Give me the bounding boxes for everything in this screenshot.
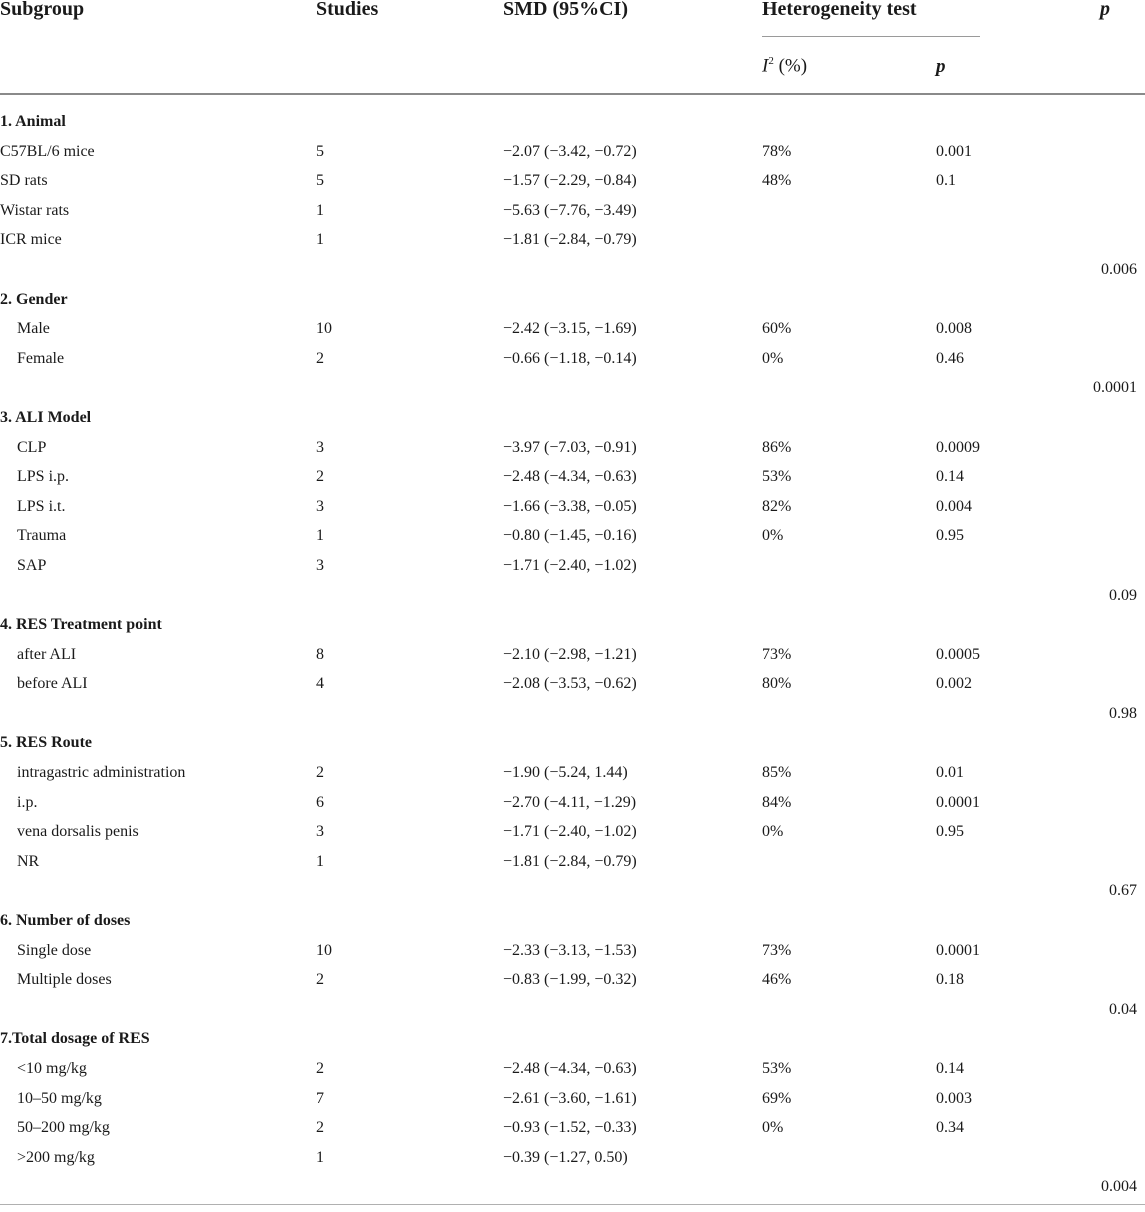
- group-p-value: 0.004: [1101, 1178, 1137, 1196]
- table-body: [0, 107, 1145, 1202]
- cell-i2: 69%: [762, 1089, 792, 1107]
- table-row: [0, 758, 1145, 788]
- cell-studies: 2: [316, 764, 324, 782]
- header-i2: $I^2$ (%): [762, 55, 808, 77]
- group-p-value: 0.0001: [1093, 379, 1137, 397]
- table-row: [0, 1084, 1145, 1114]
- cell-smd: −1.71 (−2.40, −1.02): [503, 823, 637, 841]
- cell-studies: 3: [316, 823, 324, 841]
- cell-p: 0.008: [936, 320, 972, 338]
- cell-subgroup: before ALI: [17, 675, 88, 693]
- cell-studies: 1: [316, 231, 324, 249]
- header-het-p: p: [936, 56, 946, 77]
- cell-studies: 3: [316, 438, 324, 456]
- cell-subgroup: SAP: [17, 556, 47, 574]
- group-p-value: 0.09: [1109, 586, 1137, 604]
- cell-i2: 82%: [762, 497, 792, 515]
- cell-i2: 0%: [762, 349, 784, 367]
- group-title: 3. ALI Model: [0, 408, 92, 426]
- table-row: [0, 817, 1145, 847]
- cell-smd: −0.66 (−1.18, −0.14): [503, 349, 637, 367]
- group-p-row: [0, 255, 1145, 285]
- cell-studies: 1: [316, 852, 324, 870]
- cell-studies: 6: [316, 793, 324, 811]
- cell-subgroup: NR: [17, 852, 40, 870]
- group-p-value: 0.98: [1109, 704, 1137, 722]
- cell-i2: 0%: [762, 1119, 784, 1137]
- cell-subgroup: <10 mg/kg: [17, 1060, 87, 1077]
- cell-i2: 73%: [762, 645, 792, 663]
- cell-p: 0.14: [936, 468, 964, 486]
- group-title: 1. Animal: [0, 113, 66, 130]
- cell-i2: 85%: [762, 764, 792, 782]
- cell-p: 0.0005: [936, 645, 980, 663]
- cell-studies: 10: [316, 941, 332, 959]
- cell-subgroup: Male: [17, 320, 50, 338]
- cell-subgroup: SD rats: [0, 172, 48, 190]
- cell-p: 0.0001: [936, 941, 980, 959]
- cell-p: 0.01: [936, 764, 964, 782]
- cell-i2: 53%: [762, 468, 792, 486]
- group-title: 7.Total dosage of RES: [0, 1030, 150, 1048]
- group-title: 6. Number of doses: [0, 912, 131, 930]
- cell-studies: 2: [316, 349, 324, 367]
- cell-p: 0.0009: [936, 438, 980, 456]
- table-row: [0, 669, 1145, 699]
- cell-p: 0.1: [936, 172, 956, 190]
- cell-i2: 86%: [762, 438, 792, 456]
- group-p-value: 0.04: [1109, 1000, 1137, 1018]
- header-p: p: [1100, 0, 1110, 20]
- table-row: [0, 166, 1145, 196]
- group-title-row: [0, 403, 1145, 433]
- cell-i2: 80%: [762, 675, 792, 693]
- group-p-row: [0, 876, 1145, 906]
- cell-subgroup: Single dose: [17, 941, 92, 959]
- table-row: [0, 433, 1145, 463]
- cell-studies: 2: [316, 1119, 324, 1137]
- cell-subgroup: intragastric administration: [17, 764, 186, 782]
- cell-subgroup: 10–50 mg/kg: [17, 1089, 102, 1107]
- group-title-row: [0, 728, 1145, 758]
- table-row: [0, 344, 1145, 374]
- table-row: [0, 196, 1145, 226]
- cell-subgroup: i.p.: [17, 793, 38, 811]
- cell-smd: −2.42 (−3.15, −1.69): [503, 320, 637, 338]
- cell-p: 0.0001: [936, 793, 980, 811]
- cell-smd: −1.57 (−2.29, −0.84): [503, 172, 637, 190]
- cell-i2: 73%: [762, 941, 792, 959]
- cell-i2: 0%: [762, 527, 784, 545]
- cell-subgroup: Trauma: [17, 527, 67, 545]
- header-rule: [0, 93, 1145, 95]
- heterogeneity-underline: [762, 36, 980, 37]
- cell-i2: 84%: [762, 793, 792, 811]
- cell-i2: 0%: [762, 823, 784, 841]
- group-title-row: [0, 906, 1145, 936]
- group-p-row: [0, 1172, 1145, 1202]
- cell-smd: −2.70 (−4.11, −1.29): [503, 793, 637, 811]
- table-row: [0, 462, 1145, 492]
- cell-studies: 5: [316, 142, 324, 160]
- cell-smd: −2.08 (−3.53, −0.62): [503, 675, 637, 693]
- group-title-row: [0, 610, 1145, 640]
- table-row: [0, 551, 1145, 581]
- cell-smd: −2.48 (−4.34, −0.63): [503, 1060, 637, 1077]
- cell-studies: 2: [316, 468, 324, 486]
- table-row: [0, 788, 1145, 818]
- cell-p: 0.004: [936, 497, 972, 515]
- cell-subgroup: Multiple doses: [17, 971, 112, 989]
- cell-smd: −0.93 (−1.52, −0.33): [503, 1119, 637, 1137]
- cell-smd: −1.71 (−2.40, −1.02): [503, 556, 637, 574]
- cell-i2: 53%: [762, 1060, 792, 1077]
- group-p-row: [0, 699, 1145, 729]
- header-studies: Studies: [316, 0, 379, 20]
- cell-smd: −5.63 (−7.76, −3.49): [503, 201, 637, 219]
- cell-smd: −1.81 (−2.84, −0.79): [503, 852, 637, 870]
- cell-smd: −2.33 (−3.13, −1.53): [503, 941, 637, 959]
- cell-subgroup: Female: [17, 349, 65, 367]
- table-row: [0, 936, 1145, 966]
- cell-studies: 1: [316, 1148, 324, 1166]
- cell-studies: 3: [316, 497, 324, 515]
- table-row: [0, 1054, 1145, 1084]
- group-title: 5. RES Route: [0, 734, 93, 752]
- cell-subgroup: LPS i.p.: [17, 468, 70, 486]
- cell-studies: 2: [316, 971, 324, 989]
- cell-studies: 5: [316, 172, 324, 190]
- cell-smd: −0.83 (−1.99, −0.32): [503, 971, 637, 989]
- cell-smd: −2.61 (−3.60, −1.61): [503, 1089, 637, 1107]
- cell-studies: 1: [316, 201, 324, 219]
- cell-i2: 78%: [762, 142, 792, 160]
- group-p-row: [0, 995, 1145, 1025]
- cell-p: 0.002: [936, 675, 972, 693]
- cell-smd: −1.66 (−3.38, −0.05): [503, 497, 637, 515]
- cell-studies: 10: [316, 320, 332, 338]
- header-subgroup: Subgroup: [0, 0, 85, 20]
- cell-studies: 7: [316, 1089, 324, 1107]
- table-row: [0, 137, 1145, 167]
- cell-subgroup: C57BL/6 mice: [0, 142, 95, 160]
- cell-smd: −0.39 (−1.27, 0.50): [503, 1148, 628, 1166]
- cell-p: 0.14: [936, 1060, 964, 1077]
- table-row: [0, 847, 1145, 877]
- cell-subgroup: LPS i.t.: [17, 497, 66, 515]
- cell-subgroup: CLP: [17, 438, 47, 456]
- group-title: 4. RES Treatment point: [0, 616, 162, 634]
- cell-studies: 8: [316, 645, 324, 663]
- cell-subgroup: >200 mg/kg: [17, 1148, 95, 1166]
- cell-p: 0.95: [936, 823, 964, 841]
- group-p-value: 0.006: [1101, 260, 1137, 278]
- header-heterogeneity: Heterogeneity test: [762, 0, 917, 20]
- cell-smd: −3.97 (−7.03, −0.91): [503, 438, 637, 456]
- group-p-value: 0.67: [1109, 882, 1137, 900]
- cell-smd: −1.81 (−2.84, −0.79): [503, 231, 637, 249]
- table-row: [0, 314, 1145, 344]
- cell-subgroup: 50–200 mg/kg: [17, 1119, 110, 1137]
- cell-subgroup: after ALI: [17, 645, 77, 663]
- table-row: [0, 965, 1145, 995]
- table-bottom-rule: [0, 1204, 1145, 1205]
- cell-p: 0.001: [936, 142, 972, 160]
- cell-subgroup: ICR mice: [0, 231, 62, 249]
- cell-studies: 2: [316, 1060, 324, 1077]
- cell-i2: 48%: [762, 172, 792, 190]
- cell-smd: −2.48 (−4.34, −0.63): [503, 468, 637, 486]
- cell-subgroup: vena dorsalis penis: [17, 823, 139, 841]
- table-row: [0, 521, 1145, 551]
- cell-p: 0.95: [936, 527, 964, 545]
- cell-p: 0.18: [936, 971, 964, 989]
- group-title-row: [0, 1024, 1145, 1054]
- cell-smd: −0.80 (−1.45, −0.16): [503, 527, 637, 545]
- table-row: [0, 640, 1145, 670]
- cell-studies: 1: [316, 527, 324, 545]
- group-title: 2. Gender: [0, 290, 68, 308]
- cell-studies: 3: [316, 556, 324, 574]
- cell-p: 0.34: [936, 1119, 964, 1137]
- cell-studies: 4: [316, 675, 324, 693]
- group-title-row: [0, 107, 1145, 137]
- group-title-row: [0, 285, 1145, 315]
- table-row: [0, 1113, 1145, 1143]
- cell-p: 0.003: [936, 1089, 972, 1107]
- table-row: [0, 225, 1145, 255]
- group-p-row: [0, 373, 1145, 403]
- cell-subgroup: Wistar rats: [0, 201, 70, 219]
- cell-p: 0.46: [936, 349, 964, 367]
- cell-smd: −2.10 (−2.98, −1.21): [503, 645, 637, 663]
- table-row: [0, 1143, 1145, 1173]
- group-p-row: [0, 581, 1145, 611]
- cell-i2: 46%: [762, 971, 792, 989]
- header-smd: SMD (95%CI): [503, 0, 628, 20]
- table-row: [0, 492, 1145, 522]
- cell-i2: 60%: [762, 320, 792, 338]
- cell-smd: −2.07 (−3.42, −0.72): [503, 142, 637, 160]
- cell-smd: −1.90 (−5.24, 1.44): [503, 764, 628, 782]
